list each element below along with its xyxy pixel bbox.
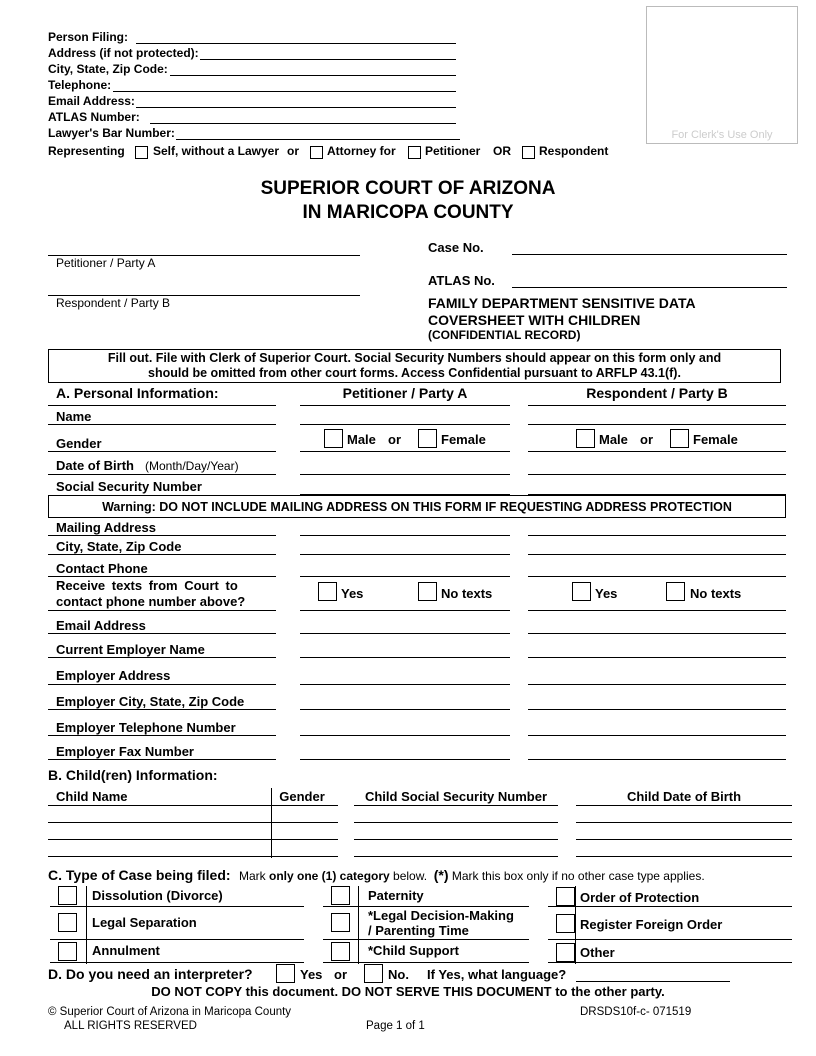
respondent-male-checkbox[interactable] [576, 429, 595, 448]
rights-reserved-text: ALL RIGHTS RESERVED [64, 1020, 197, 1032]
person-filing-label: Person Filing: [48, 30, 129, 44]
respondent-texts-rule [528, 610, 786, 611]
register-foreign-order-checkbox[interactable] [556, 914, 575, 933]
clerk-use-box [646, 6, 798, 144]
other-case-label: Other [580, 945, 615, 960]
child-row4-ssn[interactable] [354, 856, 558, 857]
respondent-caption-label: Respondent / Party B [56, 296, 171, 310]
section-c-instr-post: below. [389, 869, 434, 883]
legal-decision-making-label2: / Parenting Time [368, 923, 469, 938]
court-title-line2: IN MARICOPA COUNTY [302, 202, 514, 223]
case-no-label: Case No. [428, 240, 484, 255]
address-label: Address (if not protected): [48, 46, 199, 60]
col-petitioner-header: Petitioner / Party A [342, 385, 468, 401]
name-label-rule [48, 424, 276, 425]
instructions-line1: Fill out. File with Clerk of Superior Court. Social Security Numbers should appear on this form only and [107, 351, 722, 365]
mailing-address-label: Mailing Address [56, 520, 156, 535]
doc-title-line2: COVERSHEET WITH CHILDREN [428, 312, 641, 328]
do-not-copy-notice: DO NOT COPY this document. DO NOT SERVE THIS DOCUMENT to the other party. [151, 984, 665, 999]
petitioner-gender-rule [300, 451, 510, 452]
legal-decision-making-label1: *Legal Decision-Making [368, 908, 514, 923]
email-address-label: Email Address [56, 618, 146, 633]
person-filing-line[interactable] [136, 43, 456, 44]
petitioner-emp-phone-field[interactable] [300, 735, 510, 736]
section-c-instr-pre: Mark [239, 869, 269, 883]
respondent-gender-rule [528, 451, 786, 452]
interpreter-language-field[interactable] [576, 981, 730, 982]
petitioner-texts-yes-label: Yes [341, 586, 364, 601]
copyright-text: © Superior Court of Arizona in Maricopa County [48, 1006, 292, 1018]
petitioner-no-texts-label: No texts [441, 586, 493, 601]
email-line[interactable] [136, 107, 456, 108]
annulment-rule [50, 962, 304, 963]
city-state-zip-label: City, State, Zip Code: [48, 62, 168, 76]
dob-label: Date of Birth [56, 458, 134, 473]
rep-attorney-label: Attorney for [327, 144, 396, 158]
emp-addr-label-rule [48, 684, 276, 685]
representing-label: Representing [48, 144, 125, 158]
petitioner-employer-field[interactable] [300, 657, 510, 658]
foreign-rule [548, 939, 792, 940]
interpreter-yes-checkbox[interactable] [276, 964, 295, 983]
page-number: Page 1 of 1 [366, 1020, 425, 1032]
child-row3-dob[interactable] [576, 839, 792, 840]
child-row2-ssn[interactable] [354, 822, 558, 823]
emp-fax-label-rule [48, 759, 276, 760]
section-d-title: D. Do you need an interpreter? [48, 966, 253, 982]
paternity-checkbox[interactable] [331, 886, 350, 905]
email-label-rule [48, 633, 276, 634]
dissolution-label: Dissolution (Divorce) [92, 888, 223, 903]
section-a-title: A. Personal Information: [56, 385, 219, 401]
annulment-checkbox[interactable] [58, 942, 77, 961]
rep-respondent-checkbox[interactable] [522, 146, 535, 159]
rep-or-label: or [287, 144, 299, 158]
paternity-rule [323, 906, 529, 907]
respondent-or-label: or [640, 432, 653, 447]
petitioner-caption-label: Petitioner / Party A [56, 256, 156, 270]
doc-title-line3: (CONFIDENTIAL RECORD) [428, 328, 581, 342]
respondent-name-field[interactable] [528, 424, 786, 425]
respondent-female-checkbox[interactable] [670, 429, 689, 448]
legal-decision-making-checkbox[interactable] [331, 913, 350, 932]
other-rule [548, 962, 792, 963]
section-c-header [48, 867, 705, 885]
other-case-checkbox[interactable] [556, 943, 575, 962]
gender-label-rule [48, 451, 276, 452]
petitioner-female-label: Female [441, 432, 486, 447]
respondent-male-label: Male [599, 432, 628, 447]
city-label: City, State, Zip Code [56, 539, 182, 554]
child-support-rule [323, 962, 529, 963]
petitioner-name-field[interactable] [300, 424, 510, 425]
emp-phone-label-rule [48, 735, 276, 736]
child-row1-name-gender[interactable] [48, 805, 338, 806]
atlas-number-label: ATLAS Number: [48, 110, 140, 124]
instructions-box [48, 349, 781, 383]
child-row2-name-gender[interactable] [48, 822, 338, 823]
legal-separation-rule [50, 939, 304, 940]
dob-label-rule [48, 474, 276, 475]
rep-petitioner-label: Petitioner [425, 144, 481, 158]
protection-rule [548, 906, 792, 907]
child-table-divider [271, 788, 272, 858]
bar-number-line[interactable] [176, 139, 460, 140]
petitioner-no-texts-checkbox[interactable] [418, 582, 437, 601]
employer-phone-label: Employer Telephone Number [56, 720, 236, 735]
petitioner-emp-addr-field[interactable] [300, 684, 510, 685]
interpreter-no-label: No. [388, 967, 409, 982]
section-c-instr-end: Mark this box only if no other case type applies. [448, 869, 705, 883]
section-c-instr-star: (*) [433, 867, 449, 883]
paternity-label: Paternity [368, 888, 424, 903]
child-row4-dob[interactable] [576, 856, 792, 857]
city-state-zip-line[interactable] [170, 75, 456, 76]
clerk-use-label: For Clerk's Use Only [671, 129, 773, 141]
petitioner-mailing-field[interactable] [300, 535, 510, 536]
order-of-protection-checkbox[interactable] [556, 887, 575, 906]
rep-attorney-checkbox[interactable] [310, 146, 323, 159]
respondent-mailing-field[interactable] [528, 535, 786, 536]
contact-phone-label: Contact Phone [56, 561, 148, 576]
child-row1-ssn[interactable] [354, 805, 558, 806]
petitioner-male-label: Male [347, 432, 376, 447]
respondent-texts-yes-checkbox[interactable] [572, 582, 591, 601]
petitioner-or-label: or [388, 432, 401, 447]
address-warning-box [48, 495, 786, 518]
child-gender-header: Gender [279, 789, 325, 804]
texts-question-line2: contact phone number above? [56, 594, 246, 609]
doc-title-line1: FAMILY DEPARTMENT SENSITIVE DATA [428, 295, 696, 311]
dissolution-rule [50, 906, 304, 907]
atlas-no-line[interactable] [512, 287, 787, 288]
respondent-emp-city-field[interactable] [528, 709, 786, 710]
petitioner-emp-fax-field[interactable] [300, 759, 510, 760]
interpreter-no-checkbox[interactable] [364, 964, 383, 983]
texts-question-line1: Receive texts from Court to [56, 578, 238, 593]
section-a-title-rule [48, 405, 276, 406]
respondent-emp-fax-field[interactable] [528, 759, 786, 760]
col1-divider [86, 886, 87, 964]
rep-self-label: Self, without a Lawyer [153, 144, 280, 158]
col-respondent-rule [528, 405, 786, 406]
respondent-texts-yes-label: Yes [595, 586, 618, 601]
ssn-label: Social Security Number [56, 479, 202, 494]
address-line[interactable] [200, 59, 456, 60]
employer-label-rule [48, 657, 276, 658]
petitioner-email-field[interactable] [300, 633, 510, 634]
respondent-no-texts-checkbox[interactable] [666, 582, 685, 601]
child-row3-ssn[interactable] [354, 839, 558, 840]
legal-decision-making-rule [323, 939, 529, 940]
child-ssn-header: Child Social Security Number [364, 789, 548, 804]
petitioner-female-checkbox[interactable] [418, 429, 437, 448]
dissolution-checkbox[interactable] [58, 886, 77, 905]
telephone-line[interactable] [113, 91, 456, 92]
respondent-no-texts-label: No texts [690, 586, 742, 601]
respondent-phone-field[interactable] [528, 576, 786, 577]
col-respondent-header: Respondent / Party B [586, 385, 728, 401]
employer-address-label: Employer Address [56, 668, 171, 683]
telephone-label: Telephone: [48, 78, 112, 92]
interpreter-or-label: or [334, 967, 347, 982]
dob-format-label: (Month/Day/Year) [145, 459, 239, 473]
petitioner-texts-yes-checkbox[interactable] [318, 582, 337, 601]
interpreter-language-label: If Yes, what language? [427, 967, 567, 982]
petitioner-city-field[interactable] [300, 554, 510, 555]
section-b-title: B. Child(ren) Information: [48, 767, 218, 783]
respondent-female-label: Female [693, 432, 738, 447]
petitioner-male-checkbox[interactable] [324, 429, 343, 448]
register-foreign-order-label: Register Foreign Order [580, 917, 723, 932]
phone-label-rule [48, 576, 276, 577]
col2-divider [358, 886, 359, 964]
employer-name-label: Current Employer Name [56, 642, 205, 657]
respondent-city-field[interactable] [528, 554, 786, 555]
respondent-email-field[interactable] [528, 633, 786, 634]
petitioner-dob-field[interactable] [300, 474, 510, 475]
form-code: DRSDS10f-c- 071519 [580, 1006, 692, 1018]
section-c-title: C. Type of Case being filed: [48, 867, 231, 883]
child-row3-name-gender[interactable] [48, 839, 338, 840]
child-support-checkbox[interactable] [331, 942, 350, 961]
petitioner-texts-rule [300, 610, 510, 611]
rep-self-checkbox[interactable] [135, 146, 148, 159]
employer-city-label: Employer City, State, Zip Code [56, 694, 245, 709]
instructions-line2: should be omitted from other court forms. Access Confidential pursuant to ARFLP 43.1(f). [148, 366, 681, 380]
col-petitioner-rule [300, 405, 510, 406]
child-dob-header: Child Date of Birth [626, 789, 742, 804]
employer-fax-label: Employer Fax Number [56, 744, 194, 759]
col3-divider [575, 886, 576, 964]
texts-label-rule [48, 610, 276, 611]
respondent-employer-field[interactable] [528, 657, 786, 658]
order-of-protection-label: Order of Protection [580, 890, 700, 905]
interpreter-yes-label: Yes [300, 967, 323, 982]
section-c-instr-only-one: only one (1) category [269, 869, 390, 883]
city-label-rule [48, 554, 276, 555]
name-label: Name [56, 409, 92, 424]
legal-separation-label: Legal Separation [92, 915, 197, 930]
rep-petitioner-checkbox[interactable] [408, 146, 421, 159]
child-row2-dob[interactable] [576, 822, 792, 823]
respondent-emp-addr-field[interactable] [528, 684, 786, 685]
gender-label: Gender [56, 436, 102, 451]
petitioner-phone-field[interactable] [300, 576, 510, 577]
bar-number-label: Lawyer's Bar Number: [48, 126, 175, 140]
atlas-no-label: ATLAS No. [428, 273, 495, 288]
mailing-label-rule [48, 535, 276, 536]
petitioner-emp-city-field[interactable] [300, 709, 510, 710]
emp-city-label-rule [48, 709, 276, 710]
rep-respondent-label: Respondent [539, 144, 609, 158]
legal-separation-checkbox[interactable] [58, 913, 77, 932]
child-row4-name-gender[interactable] [48, 856, 338, 857]
respondent-emp-phone-field[interactable] [528, 735, 786, 736]
rep-OR-label: OR [493, 144, 511, 158]
court-title-line1: SUPERIOR COURT OF ARIZONA [260, 178, 556, 199]
annulment-label: Annulment [92, 943, 160, 958]
child-row1-dob[interactable] [576, 805, 792, 806]
atlas-number-line[interactable] [150, 123, 456, 124]
email-label: Email Address: [48, 94, 135, 108]
address-warning-text: Warning: DO NOT INCLUDE MAILING ADDRESS ON THIS FORM IF REQUESTING ADDRESS PROTECTION [102, 500, 732, 514]
case-no-line[interactable] [512, 254, 787, 255]
respondent-dob-field[interactable] [528, 474, 786, 475]
child-name-header: Child Name [56, 789, 128, 804]
child-support-label: *Child Support [368, 943, 459, 958]
